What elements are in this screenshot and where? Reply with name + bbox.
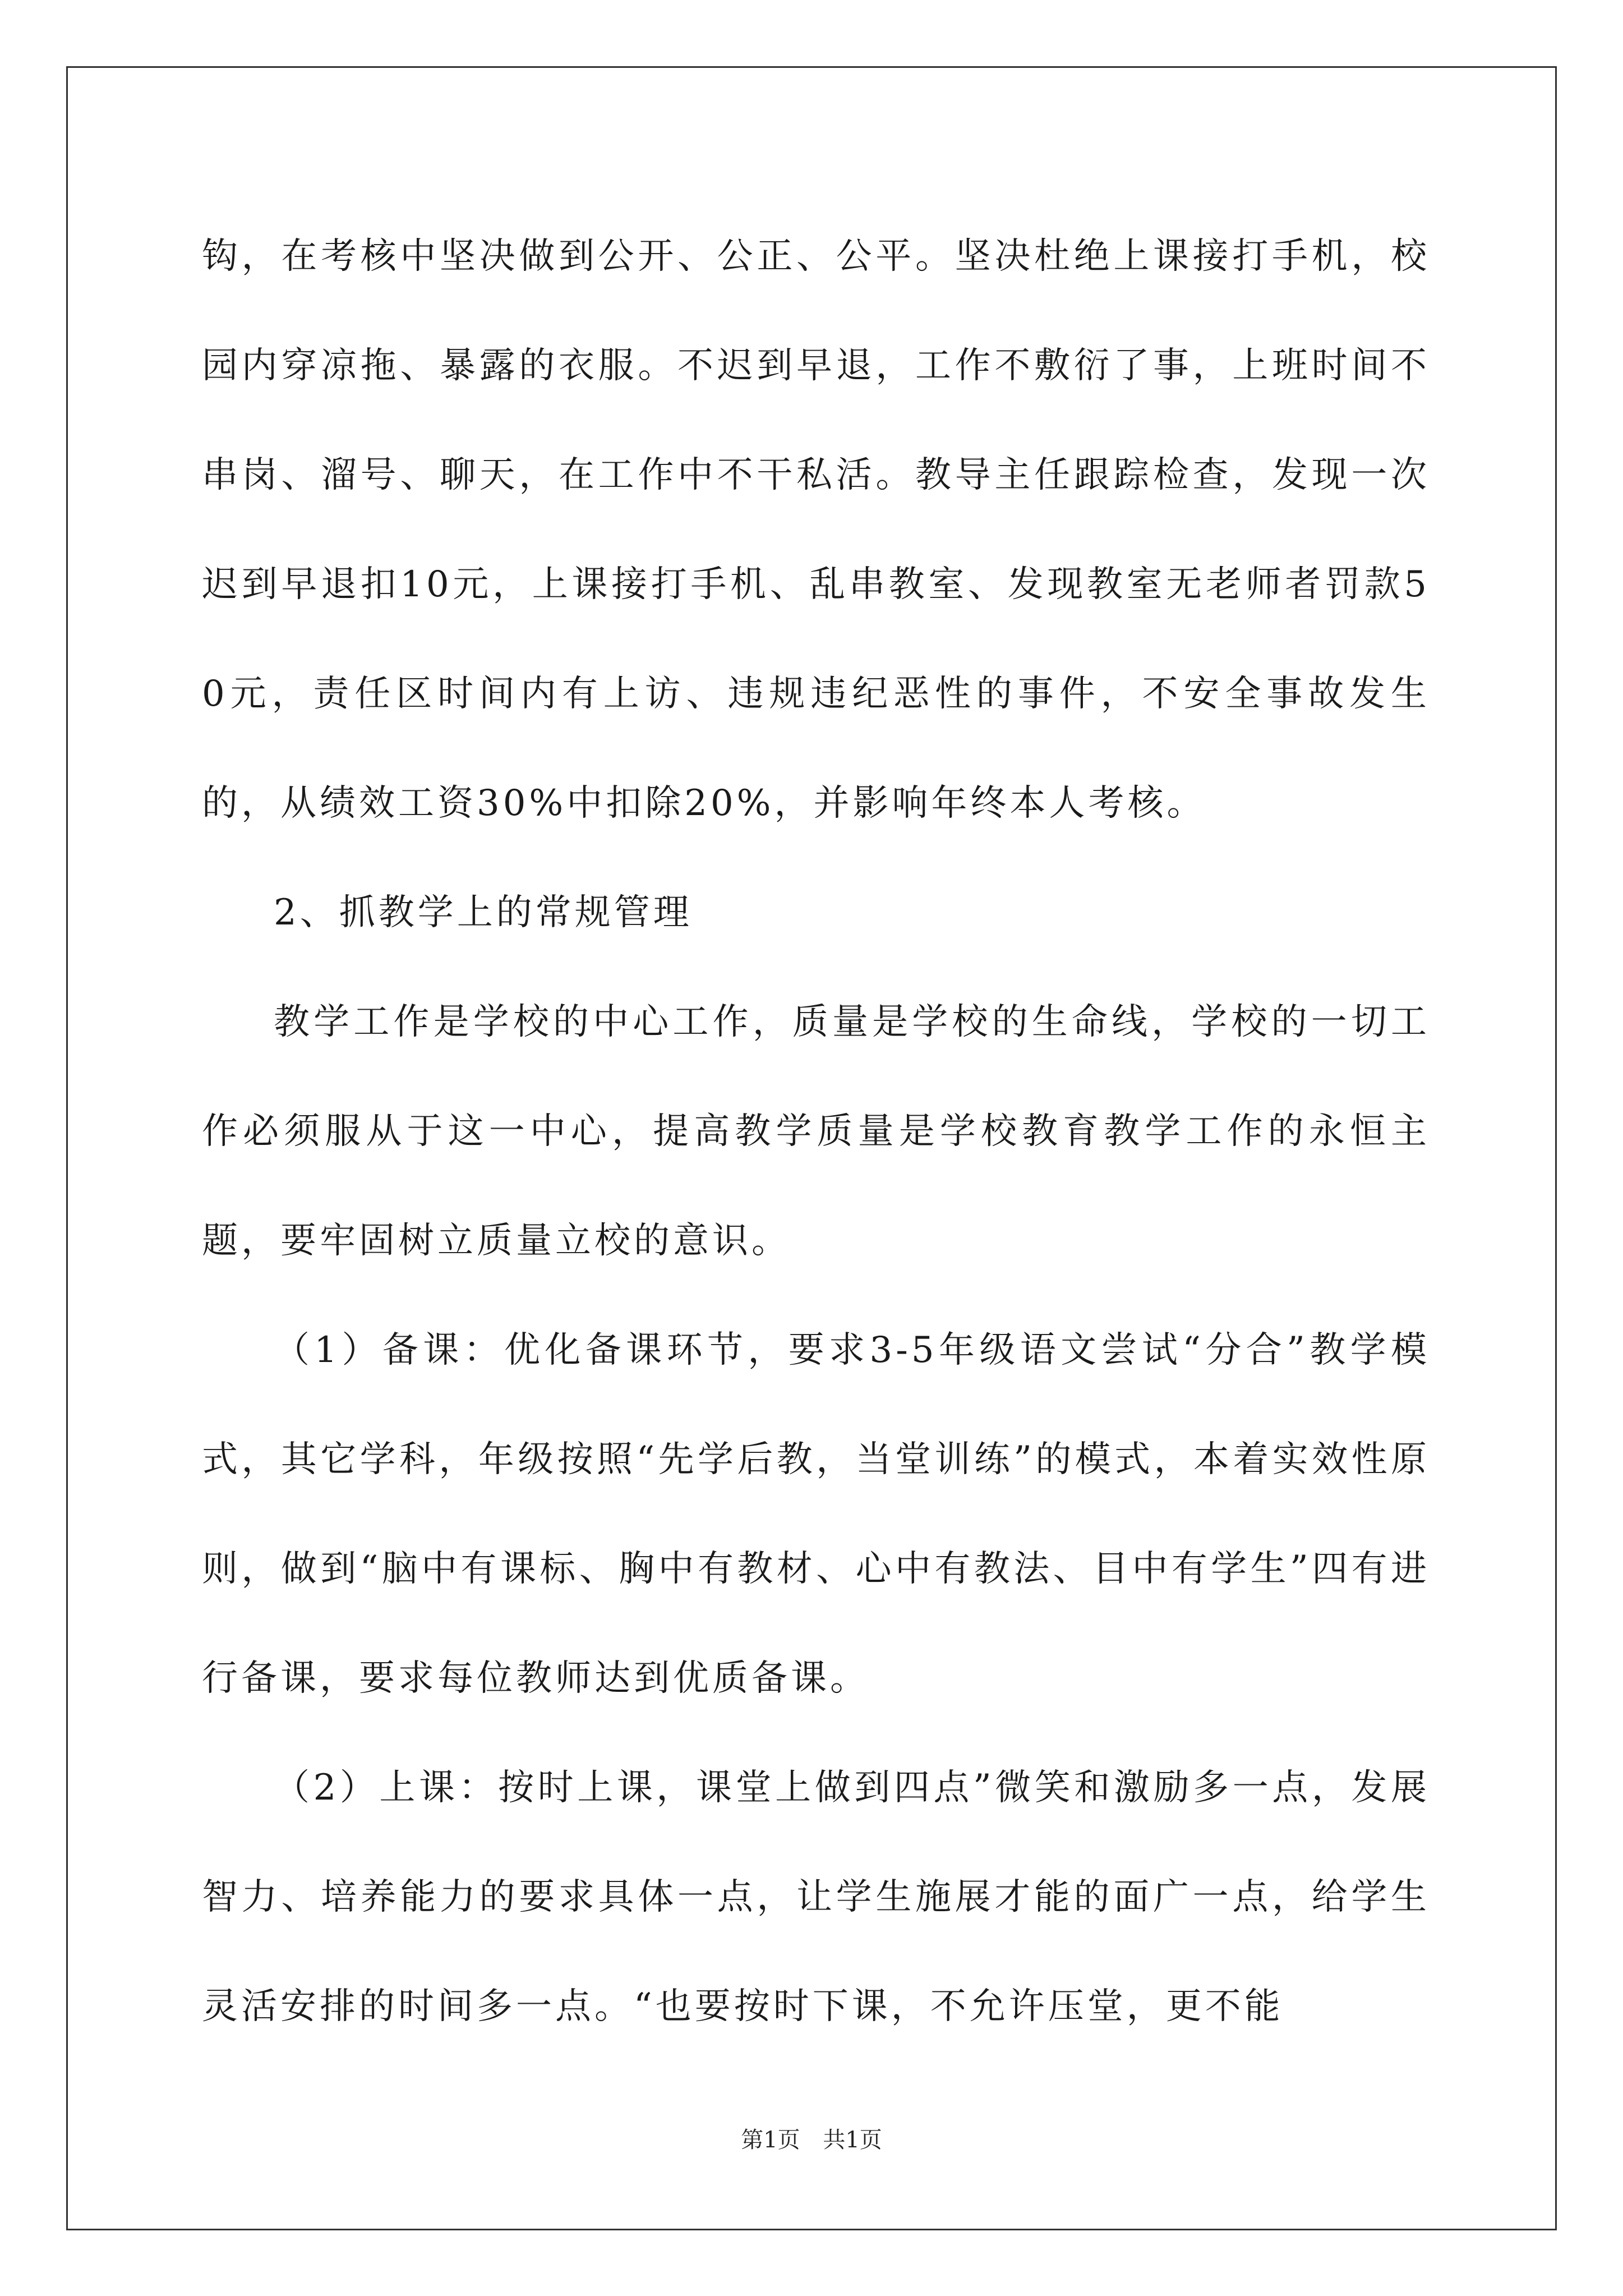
document-body — [202, 202, 1430, 2062]
paragraph-assessment-rules: 钩，在考核中坚决做到公开、公正、公平。坚决杜绝上课接打手机，校园内穿凉拖、暴露的衣服。不迟到早退，工作不敷衍了事，上班时间不串岗、溜号、聊天，在工作中不干私活。教导主任跟踪检查，发现一次迟到早退扣10元，上课接打手机、乱串教室、发现教室无老师者罚款50元，责任区时间内有上访、违规违纪恶性的事件，不安全事故发生的，从绩效工资30%中扣除20%，并影响年终本人考核。 — [202, 236, 1430, 824]
paragraph-lesson-preparation: （1）备课：优化备课环节，要求3-5年级语文尝试“分合”教学模式，其它学科，年级按照“先学后教，当堂训练”的模式，本着实效性原则，做到“脑中有课标、胸中有教材、心中有教法、目中有学生”四有进行备课，要求每位教师达到优质备课。 — [202, 1329, 1430, 1699]
page-number: 第1页 — [741, 2127, 800, 2153]
page-total: 共1页 — [823, 2127, 882, 2153]
paragraph-teaching-center: 教学工作是学校的中心工作，质量是学校的生命线，学校的一切工作必须服从于这一中心，提高教学质量是学校教育教学工作的永恒主题，要牢固树立质量立校的意识。 — [202, 1001, 1430, 1262]
page-footer — [0, 2126, 1623, 2154]
paragraph-class-teaching: （2）上课：按时上课，课堂上做到四点”微笑和激励多一点，发展智力、培养能力的要求具体一点，让学生施展才能的面广一点，给学生灵活安排的时间多一点。“也要按时下课，不允许压堂，更不能 — [202, 1767, 1430, 2027]
section-heading-teaching-routine: 2、抓教学上的常规管理 — [274, 892, 693, 933]
